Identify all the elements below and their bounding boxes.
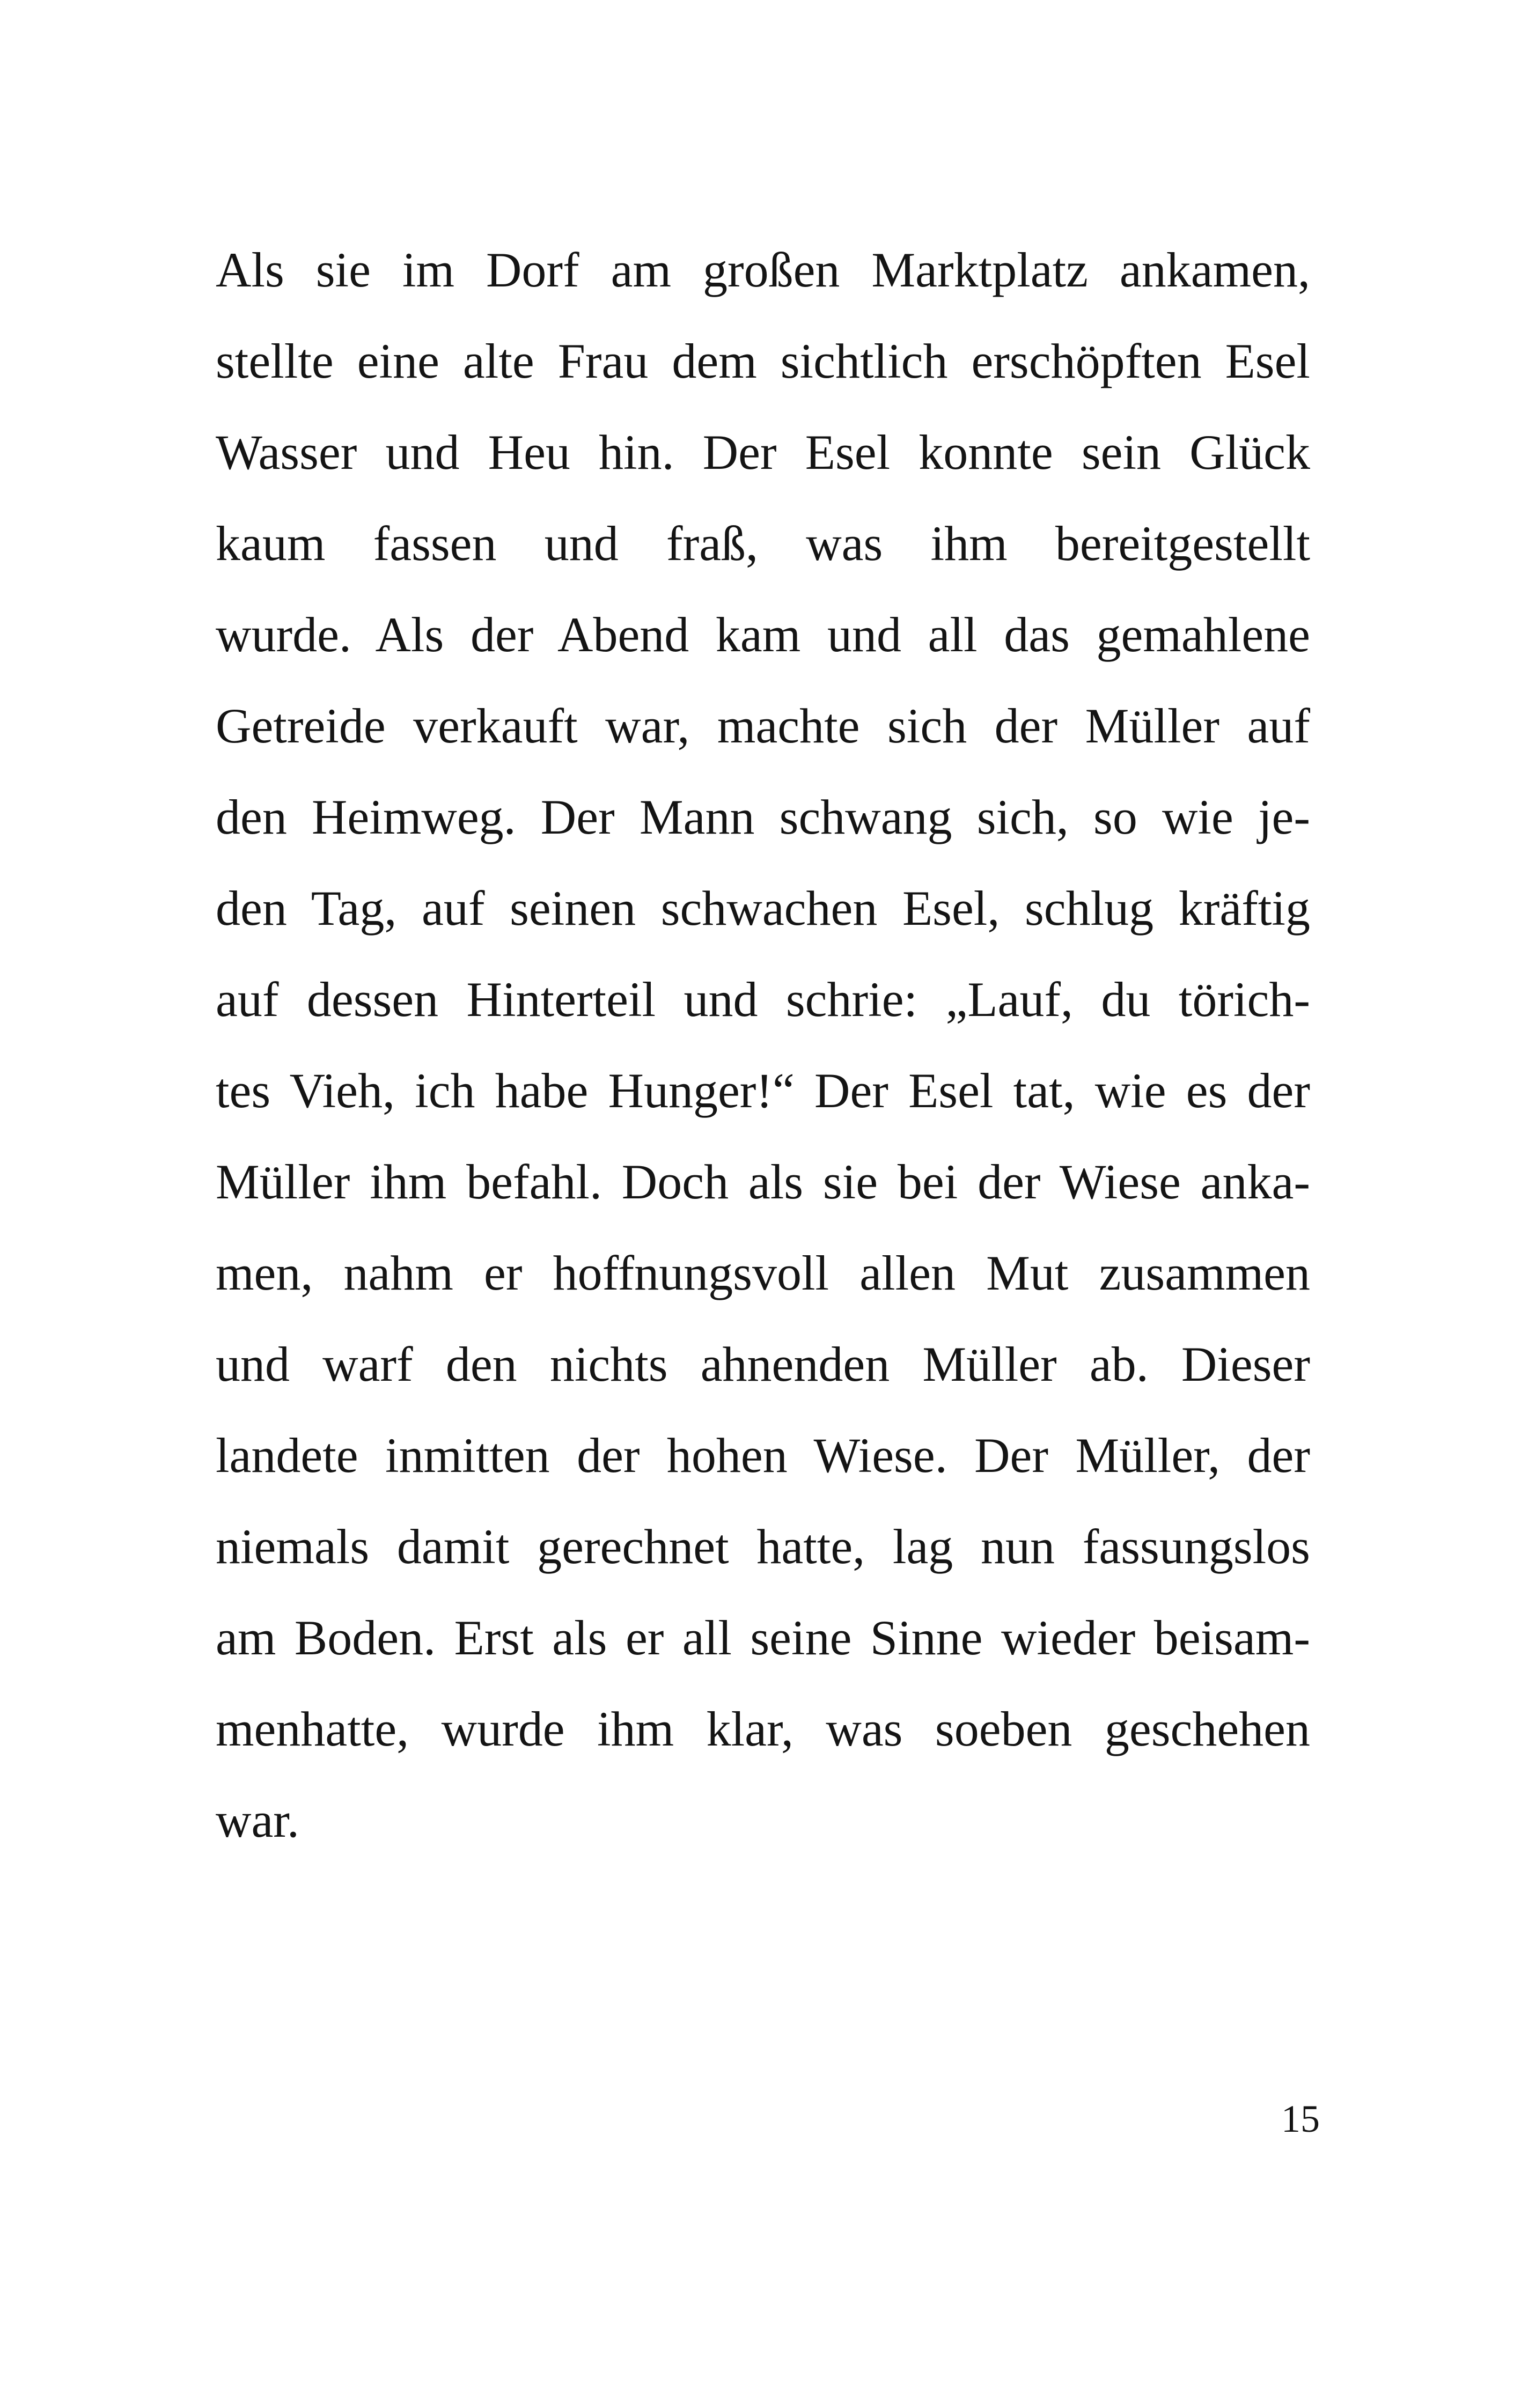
- text-line: und warf den nichts ahnenden Müller ab. Dieser: [216, 1337, 1310, 1391]
- text-line: wurde. Als der Abend kam und all das gemahlene: [216, 607, 1310, 662]
- text-line: tes Vieh, ich habe Hunger!“ Der Esel tat, wie es der: [216, 1063, 1310, 1118]
- text-line: niemals damit gerechnet hatte, lag nun fassungslos: [216, 1519, 1310, 1574]
- page-number: 15: [1281, 2097, 1320, 2140]
- text-line: Wasser und Heu hin. Der Esel konnte sein Glück: [216, 425, 1310, 480]
- text-line: Müller ihm befahl. Doch als sie bei der Wiese anka-: [216, 1154, 1310, 1209]
- text-line-last: war.: [216, 1793, 299, 1847]
- text-line: den Heimweg. Der Mann schwang sich, so wie je-: [216, 790, 1310, 844]
- text-line: den Tag, auf seinen schwachen Esel, schlug kräftig: [216, 881, 1310, 936]
- text-line: Als sie im Dorf am großen Marktplatz ankamen,: [216, 242, 1310, 297]
- text-line: am Boden. Erst als er all seine Sinne wieder beisam-: [216, 1610, 1310, 1665]
- text-line: landete inmitten der hohen Wiese. Der Müller, der: [216, 1428, 1310, 1483]
- text-line: auf dessen Hinterteil und schrie: „Lauf, du törich-: [216, 972, 1310, 1027]
- text-line: Getreide verkauft war, machte sich der Müller auf: [216, 698, 1310, 753]
- text-line: menhatte, wurde ihm klar, was soeben geschehen: [216, 1702, 1310, 1756]
- body-paragraph: [216, 224, 1310, 1866]
- text-line: men, nahm er hoffnungsvoll allen Mut zusammen: [216, 1246, 1310, 1300]
- text-line: kaum fassen und fraß, was ihm bereitgestellt: [216, 516, 1310, 571]
- text-line: stellte eine alte Frau dem sichtlich erschöpften Esel: [216, 334, 1310, 388]
